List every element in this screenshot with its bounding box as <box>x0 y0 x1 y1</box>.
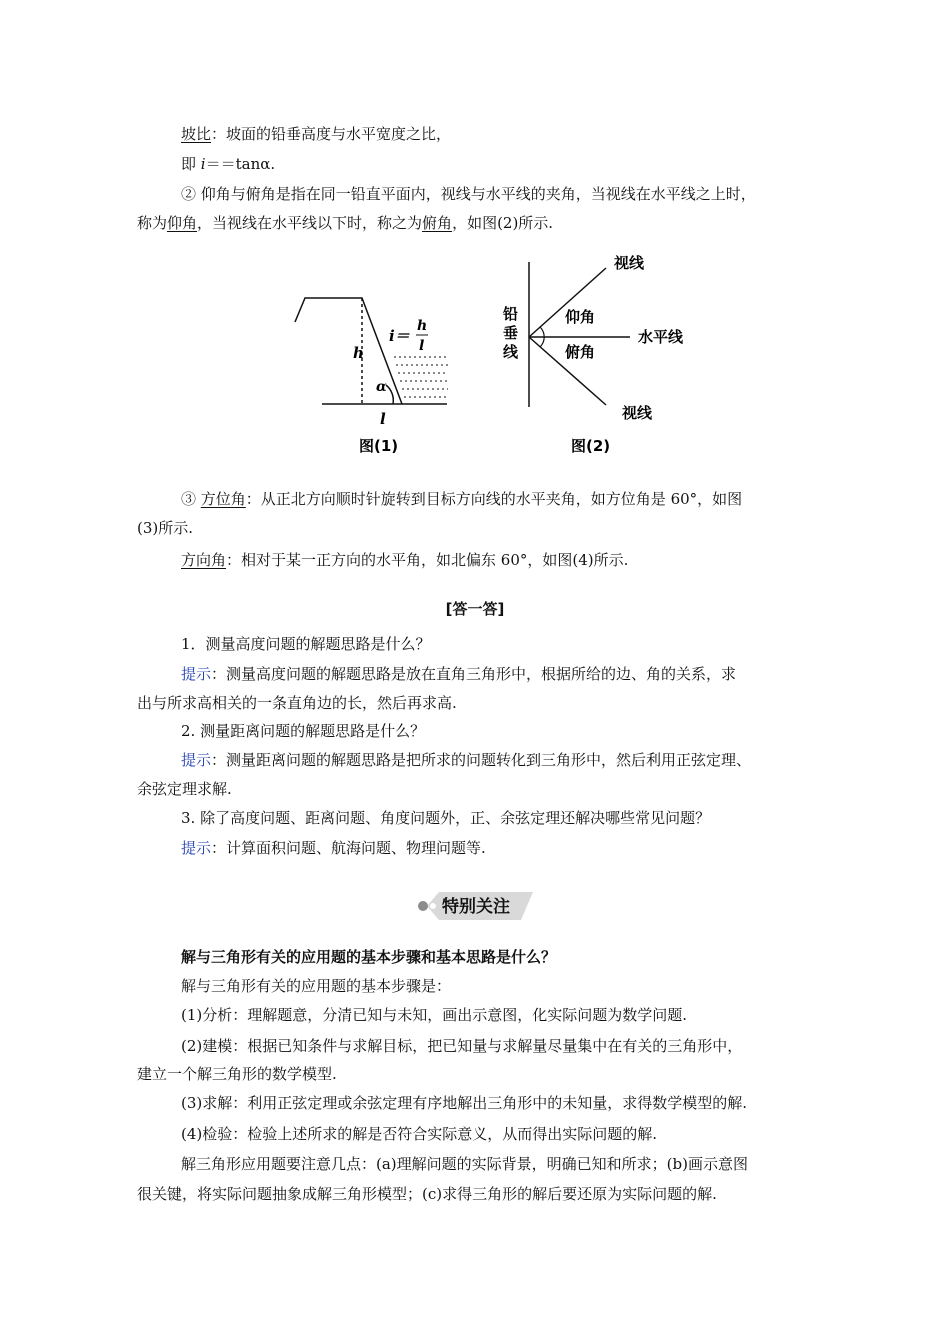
hint-label-2: 提示 <box>181 751 212 769</box>
fig2-caption: 图(2) <box>571 437 611 455</box>
bearing-prefix: ③ <box>181 490 201 508</box>
special-question: 解与三角形有关的应用题的基本步骤和基本思路是什么？ <box>181 948 557 966</box>
figure-2-angles <box>529 262 630 407</box>
bearing-rest: ：从正北方向顺时针旋转到目标方向线的水平夹角，如方位角是 60°，如图 <box>245 490 743 508</box>
direction-angle-term: 方向角 <box>181 551 227 569</box>
badge-dot-icon <box>418 901 428 911</box>
step-3: (3)求解：利用正弦定理或余弦定理有序地解出三角形中的未知量，求得数学模型的解. <box>181 1094 748 1112</box>
elevation-line-1: ② 仰角与俯角是指在同一铅直平面内，视线与水平线的夹角，当视线在水平线之上时， <box>181 185 756 203</box>
step-4: (4)检验：检验上述所求的解是否符合实际意义，从而得出实际问题的解. <box>181 1125 658 1143</box>
question-2: 2. 测量距离问题的解题思路是什么？ <box>181 722 426 740</box>
slope-def-text: ：坡面的铅垂高度与水平宽度之比， <box>211 125 452 143</box>
figure-1-slope <box>295 298 448 404</box>
badge-shape <box>415 889 535 923</box>
question-3: 3. 除了高度问题、距离问题、角度问题外，正、余弦定理还解决哪些常见问题？ <box>181 809 711 827</box>
direction-angle-line <box>181 550 628 570</box>
notes-line-1: 解三角形应用题要注意几点：(a)理解问题的实际背景，明确已知和所求；(b)画示意图 <box>181 1155 748 1173</box>
fig1-l-label: l <box>380 410 386 428</box>
fig2-depression-angle: 俯角 <box>565 343 596 361</box>
special-intro: 解与三角形有关的应用题的基本步骤是： <box>181 977 452 995</box>
depression-angle-term: 俯角 <box>422 214 453 232</box>
formula-var: i <box>200 155 206 173</box>
hint-label-3: 提示 <box>181 839 212 857</box>
fig1-ratio-i: i＝ <box>389 327 410 345</box>
bearing-line-2: (3)所示. <box>137 519 194 537</box>
special-attention-badge <box>415 889 535 923</box>
answer-2-line-1 <box>181 750 751 770</box>
answer-1-text: ：测量高度问题的解题思路是放在直角三角形中，根据所给的边、角的关系，求 <box>211 665 737 683</box>
answer-3-line-1 <box>181 838 486 858</box>
fig2-sight-bottom: 视线 <box>622 404 653 422</box>
question-1: 1．测量高度问题的解题思路是什么？ <box>181 635 431 653</box>
step-2-line-2: 建立一个解三角形的数学模型. <box>137 1065 337 1083</box>
elev-text-b: ，当视线在水平线以下时，称之为 <box>197 214 423 232</box>
figures-svg <box>0 0 950 470</box>
fig2-elevation-angle: 仰角 <box>565 308 596 326</box>
fig1-h-label: h <box>353 344 364 362</box>
answer-1-line-2: 出与所求高相关的一条直角边的长，然后再求高. <box>137 694 457 712</box>
fig1-caption: 图(1) <box>359 437 399 455</box>
fig1-ratio-den: l <box>419 338 425 354</box>
direction-angle-rest: ：相对于某一正方向的水平角，如北偏东 60°，如图(4)所示. <box>226 551 629 569</box>
fig2-sight-top: 视线 <box>614 254 645 272</box>
qa-heading: [答一答] <box>445 600 505 618</box>
answer-2-line-2: 余弦定理求解. <box>137 780 232 798</box>
step-1: (1)分析：理解题意，分清已知与未知，画出示意图，化实际问题为数学问题. <box>181 1006 688 1024</box>
fig2-horizontal: 水平线 <box>638 328 684 346</box>
answer-2-text: ：测量距离问题的解题思路是把所求的问题转化到三角形中，然后利用正弦定理、 <box>211 751 752 769</box>
fig2-plumb-char-1: 铅 <box>503 305 519 323</box>
fig1-ratio-num: h <box>417 318 428 334</box>
step-2-line-1: (2)建模：根据已知条件与求解目标，把已知量与求解量尽量集中在有关的三角形中， <box>181 1037 743 1055</box>
answer-3-text: ：计算面积问题、航海问题、物理问题等. <box>211 839 486 857</box>
fig1-alpha-label: α <box>376 379 387 395</box>
elevation-angle-term: 仰角 <box>167 214 198 232</box>
fig2-plumb-char-3: 线 <box>503 343 519 361</box>
bearing-term: 方位角 <box>200 490 246 508</box>
slope-term: 坡比 <box>181 125 212 143</box>
badge-label: 特别关注 <box>442 897 510 917</box>
fig2-plumb-char-2: 垂 <box>503 324 519 342</box>
bearing-line-1 <box>181 489 742 509</box>
hint-label-1: 提示 <box>181 665 212 683</box>
notes-line-2: 很关键，将实际问题抽象成解三角形模型；(c)求得三角形的解后要还原为实际问题的解. <box>137 1185 717 1203</box>
formula-rest: ＝＝tanα. <box>205 155 276 173</box>
elev-text-c: ，如图(2)所示. <box>452 214 554 232</box>
formula-prefix: 即 <box>181 155 201 173</box>
elev-text-a: 称为 <box>137 214 168 232</box>
answer-1-line-1 <box>181 664 736 684</box>
